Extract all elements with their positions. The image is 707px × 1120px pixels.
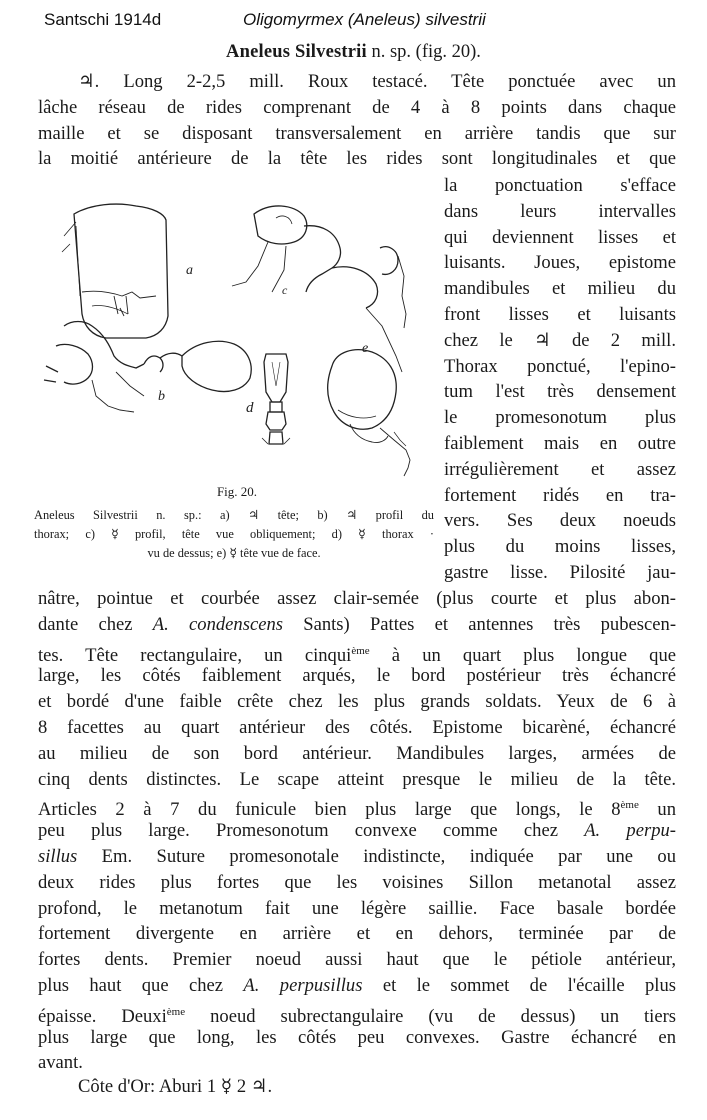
text-line: la ponctuation s'efface <box>444 175 676 196</box>
drawing-d-thorax-above <box>262 354 290 444</box>
text-line: plus haut que chez A. perpusillus et le sommet de l'écaille plus <box>38 975 676 996</box>
text-line: mandibules et milieu du <box>444 278 676 300</box>
fig-label-c: c <box>282 283 288 297</box>
text-line: fortement divergente en arrière et en dehors, terminée par de <box>38 923 676 945</box>
text-line: cinq dents distinctes. Le scape atteint presque le milieu de la tête. <box>38 768 676 790</box>
species-heading-rest: n. sp. (fig. 20). <box>366 42 481 62</box>
fig-label-a: a <box>186 263 193 278</box>
text-line: plus large que long, les côtés peu convexes. Gastre échancré en <box>38 1026 676 1048</box>
text-line: profond, le metanotum fait une légère saillie. Face basale bordée <box>38 897 676 919</box>
text-line: maille et se disposant transversalement en arrière tandis que sur <box>38 122 676 144</box>
text-line: avant. <box>38 1052 83 1074</box>
text-line: 8 facettes au quart antérieur des côtés. Epistome bicarèné, échancré <box>38 717 676 738</box>
text-line: le promesonotum plus <box>444 407 676 429</box>
locality-line: Côte d'Or: Aburi 1 ☿ 2 ♃. <box>78 1076 273 1097</box>
text-line: gastre lisse. Pilosité jau- <box>444 562 676 583</box>
text-line: Thorax ponctué, l'epino- <box>444 355 676 377</box>
text-line: vers. Ses deux noeuds <box>444 510 676 532</box>
text-line: sillus Em. Suture promesonotale indistincte, indiquée par une ou <box>38 846 676 867</box>
text-line: épaisse. Deuxi$^{ème}$ noeud subrectangulaire (vu de dessus) un tiers <box>38 1005 676 1027</box>
text-line: large, les côtés faiblement arqués, le bord postérieur très échancré <box>38 665 676 687</box>
text-line: lâche réseau de rides comprenant de 4 à 8 points dans chaque <box>38 96 676 118</box>
drawing-e-head-front <box>328 350 410 476</box>
text-line: dante chez A. condenscens Sants) Pattes et antennes très pubescen- <box>38 613 677 635</box>
figure-caption <box>34 506 434 563</box>
text-line: luisants. Joues, epistome <box>444 252 676 274</box>
figure-title: Fig. 20. <box>216 484 258 499</box>
species-name: Aneleus Silvestrii <box>226 42 367 62</box>
species-heading <box>0 42 707 63</box>
fig-label-b: b <box>158 389 165 404</box>
text-line: tum l'est très densement <box>444 381 676 403</box>
figure-caption-line: vu de dessus; e) ☿ tête vue de face. <box>147 546 321 560</box>
drawing-a-head <box>62 204 168 338</box>
figure-caption-line: thorax; c) ☿ profil, tête vue obliquement; d) ☿ thorax · <box>34 527 434 541</box>
drawing-c-worker-profile <box>232 206 406 372</box>
figure-caption-line: Aneleus Silvestrii n. sp.: a) ♃ tête; b) ♃ profil du <box>34 508 435 522</box>
ant-drawings <box>36 196 438 492</box>
text-line: Articles 2 à 7 du funicule bien plus large que longs, le 8ème un <box>38 799 676 821</box>
header-title: Oligomyrmex (Aneleus) silvestrii <box>243 10 486 29</box>
text-line: plus du moins lisses, <box>444 536 676 558</box>
drawing-b-thorax-profile <box>44 322 251 413</box>
text-line: nâtre, pointue et courbée assez clair-semée (plus courte et plus abon- <box>38 588 676 609</box>
text-line: faiblement mais en outre <box>444 433 676 454</box>
text-line: dans leurs intervalles <box>444 200 676 222</box>
text-line: deux rides plus fortes que les voisines Sillon metanotal assez <box>38 871 676 893</box>
header-label: Santschi 1914d <box>44 10 162 29</box>
text-line: la moitié antérieure de la tête les rides sont longitudinales et que <box>38 148 676 170</box>
text-line: qui deviennent lisses et <box>444 226 676 248</box>
text-line: tes. Tête rectangulaire, un cinqui$^{ème}$ à un quart plus longue que <box>38 644 676 666</box>
text-line: fortes dents. Premier noeud aussi haut que le pétiole antérieur, <box>38 949 676 971</box>
text-line: fortement ridés en tra- <box>444 484 676 506</box>
text-line: et bordé d'une faible crête chez les plus grands soldats. Yeux de 6 à <box>38 691 676 713</box>
text-line: peu plus large. Promesonotum convexe comme chez A. perpu- <box>38 820 676 842</box>
text-line: au milieu de son bord antérieur. Mandibules larges, armées de <box>38 742 676 764</box>
figure-illustration <box>36 196 438 492</box>
text-line: irrégulièrement et assez <box>444 458 676 480</box>
text-line: chez le ♃ de 2 mill. <box>444 329 676 351</box>
fig-label-d: d <box>246 400 254 416</box>
text-line: front lisses et luisants <box>444 304 676 325</box>
text-line: ♃. Long 2-2,5 mill. Roux testacé. Tête ponctuée avec un <box>78 71 676 92</box>
fig-label-e: e <box>362 341 369 356</box>
